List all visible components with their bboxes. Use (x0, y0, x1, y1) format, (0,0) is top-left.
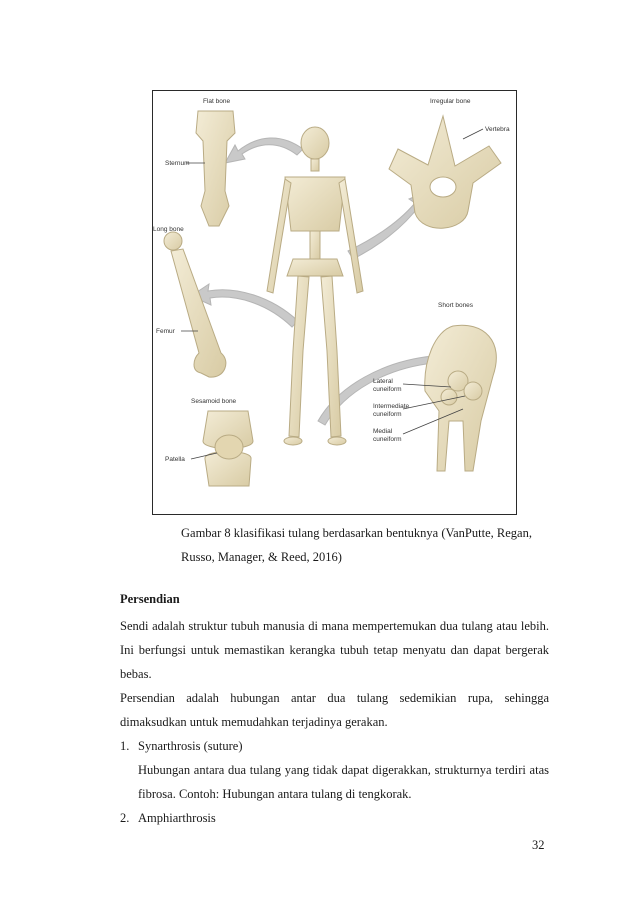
page-number: 32 (532, 838, 545, 852)
figure-bone-classification (152, 90, 517, 515)
list-title: Synarthrosis (suture) (138, 739, 243, 753)
label-short-bones: Short bones (438, 302, 474, 309)
list-number: 2. (120, 811, 130, 825)
list-number: 1. (120, 739, 130, 753)
label-irregular-bone: Irregular bone (430, 98, 471, 105)
figure-caption (181, 521, 549, 569)
label-lateral-cuneiform: Lateral (373, 378, 393, 385)
label-sternum: Sternum (165, 160, 190, 167)
caption-line-2: Russo, Manager, & Reed, 2016) (181, 550, 342, 564)
label-medial-cuneiform-2: cuneiform (373, 436, 402, 443)
list-item-1-body: Hubungan antara dua tulang yang tidak dapat digerakkan, strukturnya terdiri atas fibrosa. Contoh: Hubungan antara tulang di tengkorak. (138, 763, 549, 801)
skeleton-illustration (153, 91, 516, 514)
list-title: Amphiarthrosis (138, 811, 216, 825)
label-vertebra: Vertebra (485, 126, 510, 133)
list-item-2-title (120, 806, 216, 830)
paragraph-2: Persendian adalah hubungan antar dua tulang sedemikian rupa, sehingga dimaksudkan untuk memudahkan terjadinya gerakan. (120, 691, 549, 729)
label-femur: Femur (156, 328, 175, 335)
paragraph-1: Sendi adalah struktur tubuh manusia di mana mempertemukan dua tulang atau lebih. Ini berfungsi untuk memastikan kerangka tubuh tetap menyatu dan dapat bergerak bebas. (120, 619, 549, 681)
caption-line-1: Gambar 8 klasifikasi tulang berdasarkan bentuknya (VanPutte, Regan, (181, 526, 532, 540)
label-long-bone: Long bone (153, 226, 184, 233)
label-intermediate-cuneiform: Intermediate (373, 403, 410, 410)
label-flat-bone: Flat bone (203, 98, 231, 105)
label-lateral-cuneiform-2: cuneiform (373, 386, 402, 393)
section-heading: Persendian (120, 592, 180, 606)
label-sesamoid-bone: Sesamoid bone (191, 398, 237, 405)
label-patella: Patella (165, 456, 185, 463)
list-item-1-title (120, 734, 243, 758)
knee-patella-illustration (203, 411, 253, 486)
femur-illustration (164, 232, 226, 377)
sternum-illustration (196, 111, 235, 226)
foot-bones-illustration (425, 325, 497, 471)
label-intermediate-cuneiform-2: cuneiform (373, 411, 402, 418)
label-medial-cuneiform: Medial (373, 428, 393, 435)
